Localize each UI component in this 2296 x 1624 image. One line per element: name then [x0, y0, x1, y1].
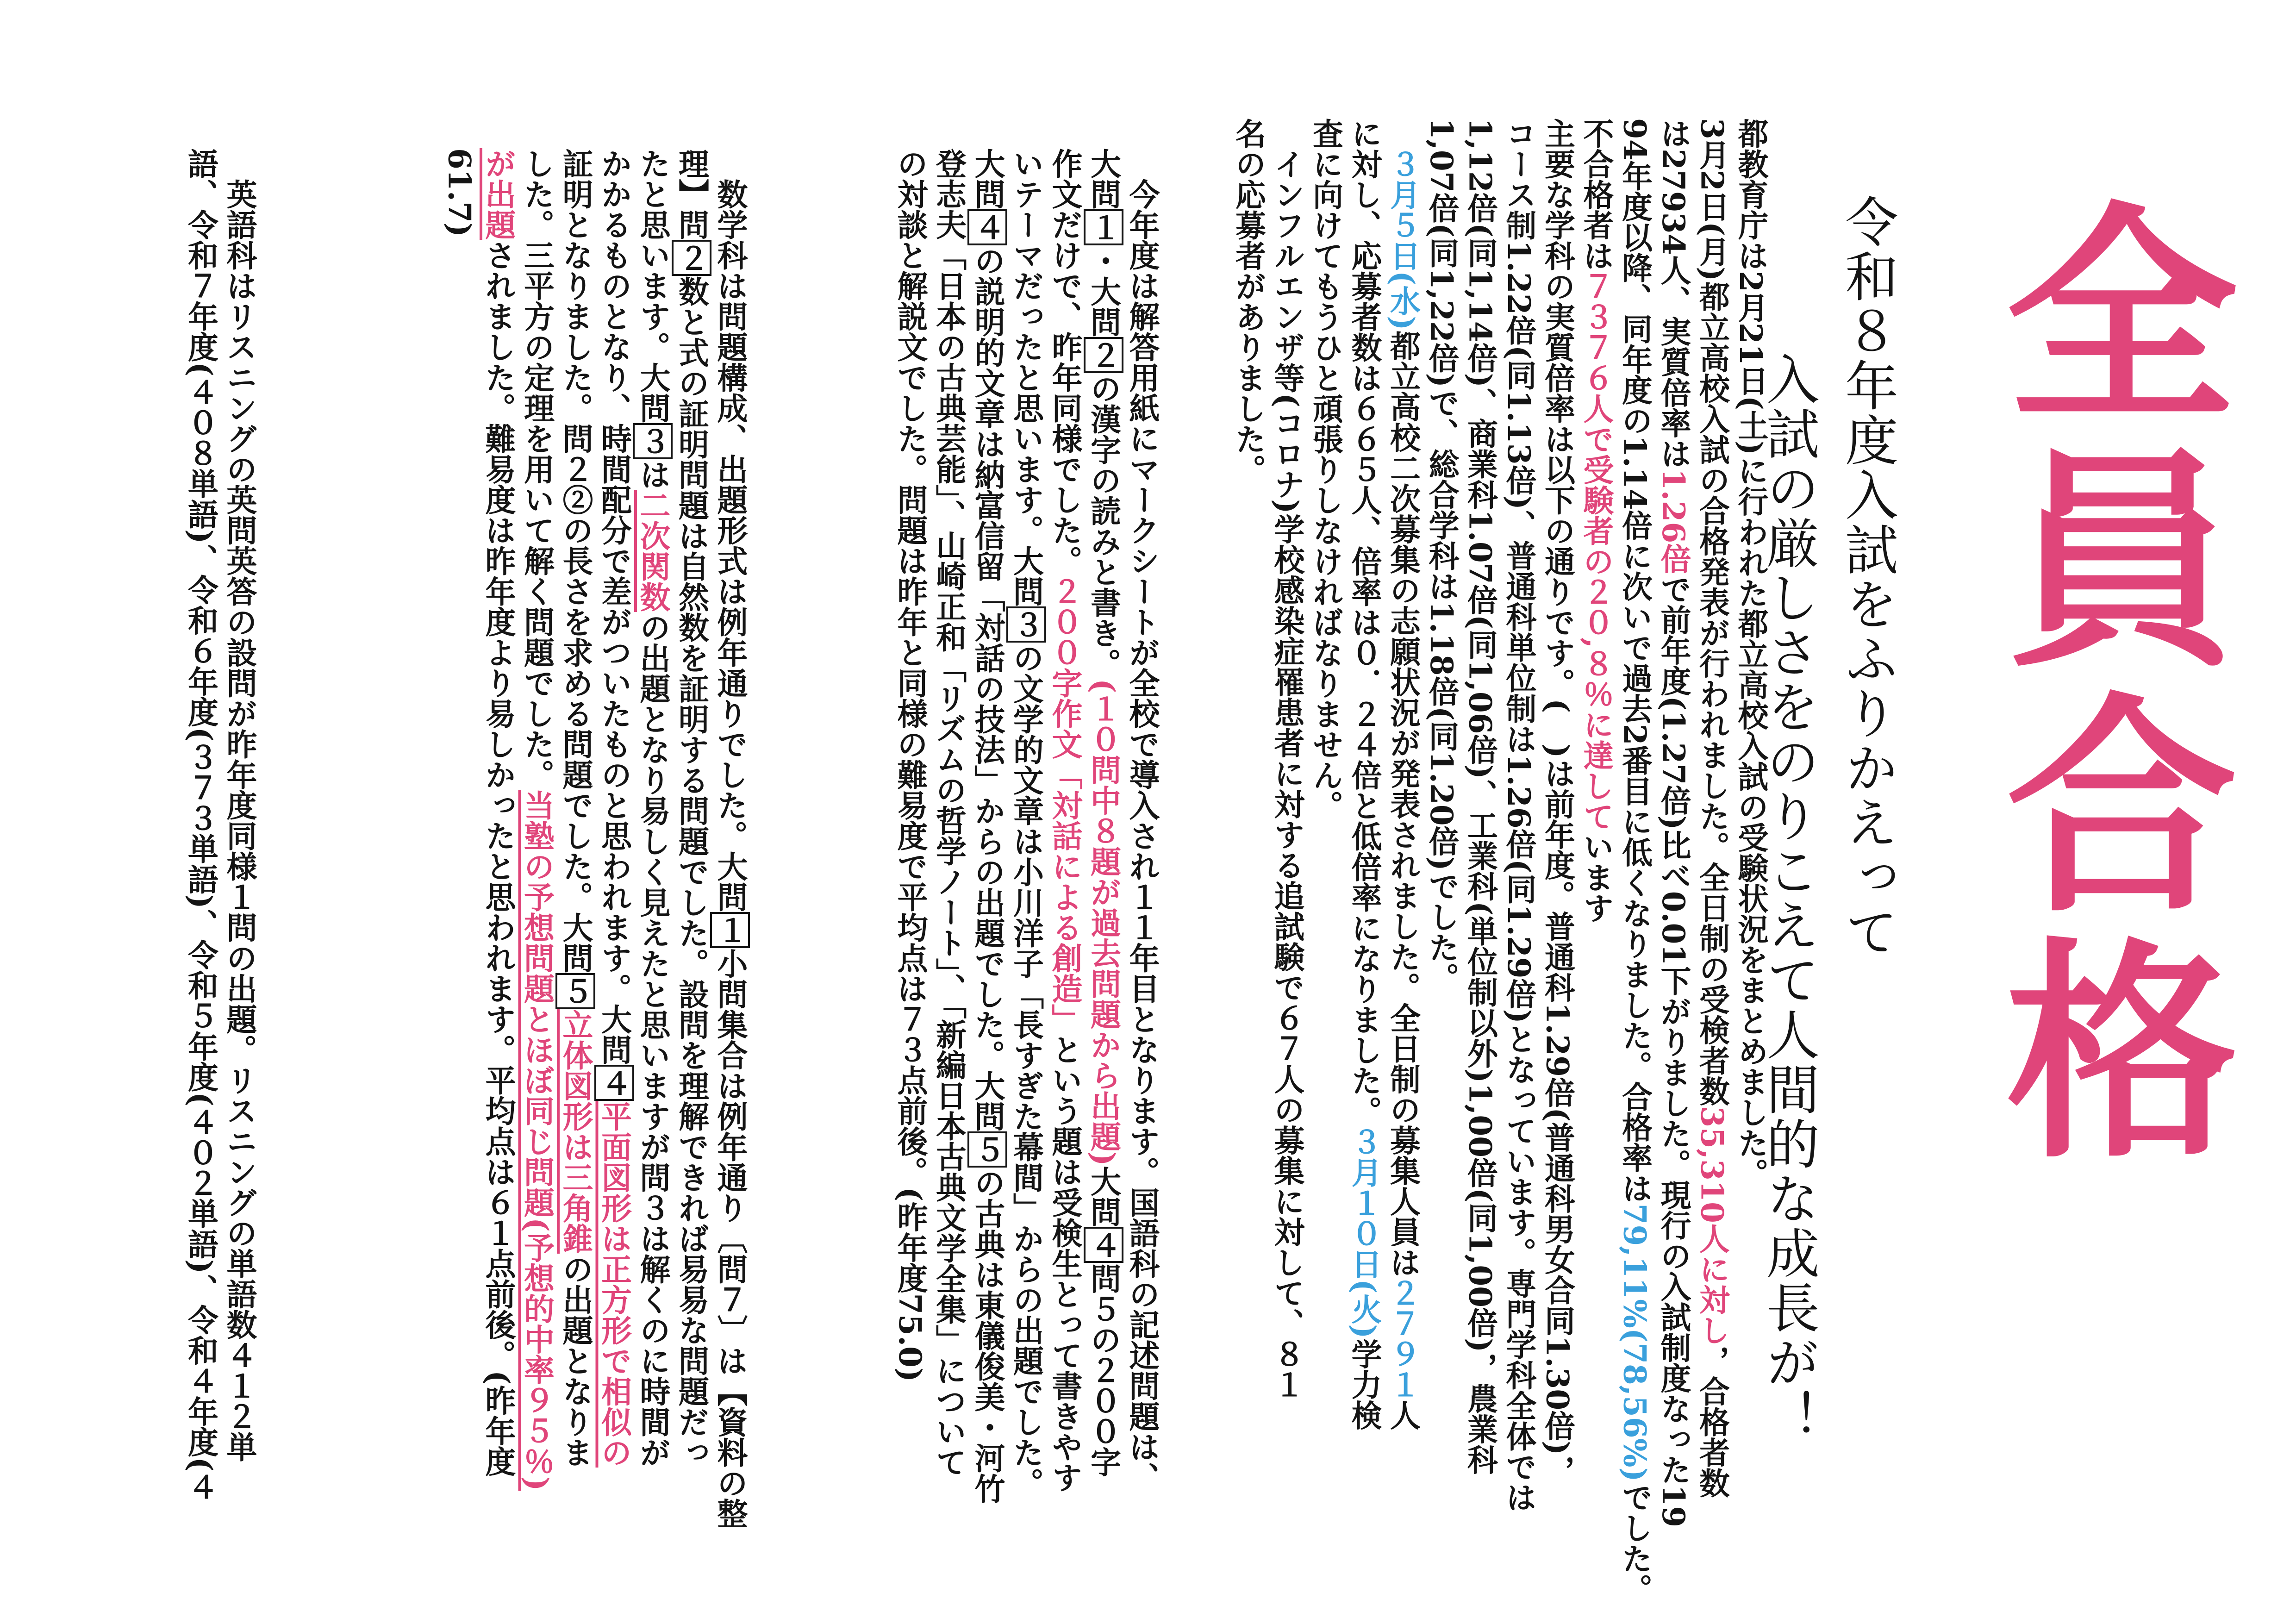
text-column	[1423, 118, 1460, 993]
text-run: に対し、応募者数は６６５人、倍率は０．２４倍と低倍率になりました。	[1346, 118, 1382, 1126]
text-run: でした。	[1616, 1481, 1653, 1604]
question-number-box: ２	[672, 240, 711, 276]
text-column	[1346, 118, 1382, 1430]
text-run: います	[1578, 831, 1614, 923]
text-run: ２００字作文「対話による創造」	[1047, 576, 1083, 1034]
text-run: たと思います。大問	[635, 148, 671, 423]
text-run: 平面図形は正方形で相似の	[596, 1101, 632, 1468]
text-run: が出題	[480, 148, 516, 240]
text-run: 語、令和７年度(４０８単語)、令和６年度(３７３単語)、令和５年度(４０２単語)、令和４年度(４	[182, 148, 219, 1502]
text-run: 数と式の証明問題は自然数を証明する問題でした。設問を理解できれば易易な問題だっ	[673, 276, 710, 1468]
text-run: 1,07倍(同1,22倍)で、総合学科は1.18倍(同1.20倍)でした。	[1423, 118, 1460, 993]
text-run: 今年度は解答用紙にマークシートが全校で導入され１１年目となります。国語科の記述問題は、	[1124, 148, 1160, 1493]
text-run: 名の応募者がありました。	[1230, 118, 1267, 485]
text-column	[1230, 118, 1267, 485]
text-column	[596, 148, 632, 1468]
text-column	[1578, 118, 1614, 923]
text-column	[930, 148, 967, 1477]
text-run: 79,11%(78,56%)	[1616, 1203, 1653, 1482]
question-number-box: １	[1084, 209, 1123, 245]
question-number-box: ４	[594, 1065, 634, 1101]
question-number-box: ２	[1084, 337, 1123, 373]
text-column	[1047, 148, 1083, 1493]
text-column	[1124, 148, 1160, 1493]
text-column	[221, 148, 257, 1462]
text-column	[441, 148, 478, 237]
text-run: は27934人、実質倍率は	[1655, 118, 1691, 469]
text-run: 3月2日(月)都立高校入試の合格発表が行われました。全日制の受検者数	[1694, 118, 1730, 1106]
text-column	[480, 148, 516, 1477]
text-run: (１０問中８題が過去問題から出題)	[1085, 679, 1122, 1166]
text-run: 1,12倍(同1,14倍)、商業科1.07倍(同1,06倍)、工業科(単位制以外)1,00倍(同1,00倍)，農業科	[1462, 118, 1498, 1475]
text-column	[1733, 118, 1769, 1189]
text-column	[1269, 118, 1305, 1400]
text-run: コース制1.22倍(同1.13倍)、普通科単位制は1.26倍(同1.29倍)となっています。専門学科全体では	[1501, 118, 1537, 1512]
text-run: 作文だけで、昨年同様でした。	[1047, 148, 1083, 576]
text-run: 数学科は問題構成、出題形式は例年通りでした。大問	[712, 148, 748, 912]
text-run: 1.26倍	[1655, 468, 1691, 574]
question-number-box: ４	[1084, 1227, 1123, 1263]
text-run: 英語科はリスニングの英問英答の設問が昨年度同様１問の出題。リスニングの単語数４１２単	[221, 148, 257, 1462]
text-run: 立体図形は三角錐	[557, 1009, 593, 1254]
text-run: 学力検	[1346, 1338, 1382, 1430]
question-number-box: ５	[555, 973, 595, 1009]
text-column	[969, 148, 1005, 1504]
headline: 全員合格	[1967, 194, 2236, 1176]
text-run: いテーマだったと思います。大問	[1008, 148, 1044, 606]
text-run: ３月５日(水)	[1385, 149, 1421, 331]
text-column	[1501, 118, 1537, 1512]
text-run: の古典は東儀俊美・河竹	[969, 1168, 1005, 1504]
text-column	[1307, 118, 1344, 821]
text-run: 理】問	[673, 148, 710, 240]
text-run: 二次関数	[635, 490, 671, 612]
text-run: 人	[1385, 1399, 1421, 1430]
text-run: 小問集合は例年通り〔問７〕は【資料の整	[712, 948, 748, 1529]
text-run: 当塾の予想問題とほぼ同じ問題(予想的中率９５％)	[518, 790, 555, 1491]
text-run: されました。難易度は昨年度より易しかったと思われます。平均点は６１点前後。(昨年度	[480, 240, 516, 1477]
text-run: かかるものとなり、時間配分で差がついたものと思われます。大問	[596, 148, 632, 1065]
question-number-box: ３	[633, 423, 673, 459]
text-run: 大問	[1085, 1166, 1122, 1227]
question-number-box: ４	[967, 209, 1007, 245]
question-number-box: １	[710, 912, 750, 948]
text-run: インフルエンザ等(コロナ)学校感染症罹患者に対する追試験で６７人の募集に対して、８１	[1269, 118, 1305, 1400]
text-run: ２７９１	[1385, 1277, 1421, 1400]
text-run: 35,310人に対し	[1694, 1106, 1730, 1345]
text-run: の漢字の読みと書き。	[1085, 373, 1122, 679]
text-run: 登志夫「日本の古典芸能」、山崎正和「リズムの哲学ノート」、「新編日本古典文学全集」について	[930, 148, 967, 1477]
text-run: 大問	[1085, 148, 1122, 209]
text-column	[1008, 148, 1044, 1498]
question-number-box: ３	[1006, 606, 1046, 643]
text-column	[1385, 118, 1421, 1430]
text-run: という題は受検生とって書きやす	[1047, 1034, 1083, 1493]
text-column	[673, 148, 710, 1468]
text-run: した。三平方の定理を用いて解く問題でした。	[518, 148, 555, 790]
text-column	[1655, 118, 1691, 1528]
question-number-box: ５	[967, 1131, 1007, 1168]
text-run: の出題となり易しく見えたと思いますが問３は解くのに時間が	[635, 612, 671, 1468]
text-run: 94年度以降、同年度の1.14倍に次いで過去2番目に低くなりました。合格率は	[1616, 118, 1653, 1204]
text-run	[1385, 118, 1421, 149]
text-column	[1539, 118, 1576, 1486]
text-column	[1085, 148, 1122, 1477]
text-column	[557, 148, 593, 1468]
text-run: 証明となりました。問２②の長さを求める問題でした。大問	[557, 148, 593, 973]
text-run: ３月１０日(火)	[1346, 1126, 1382, 1339]
subtitle-line-2: 入試の厳しさをのりこえて人間的な成長が！	[1757, 352, 1819, 1444]
text-column	[182, 148, 219, 1502]
text-run: 査に向けてもうひと頑張りしなければなりません。	[1307, 118, 1344, 821]
text-run: ，合格者数	[1694, 1345, 1730, 1498]
text-column	[518, 148, 555, 1491]
text-run: は	[635, 459, 671, 490]
text-run: ７３７６人で受験者の２０,８％に達して	[1578, 271, 1614, 831]
text-run: 不合格者は	[1578, 118, 1614, 271]
text-run: の対談と解説文でした。問題は昨年と同様の難易度で平均点は７３点前後。(昨年度75.0)	[892, 148, 928, 1382]
subtitle-line-1: 令和８年度入試をふりかえって	[1836, 194, 1898, 959]
text-column	[712, 148, 748, 1529]
text-column	[1462, 118, 1498, 1475]
text-run: 主要な学科の実質倍率は以下の通りです。( )は前年度。普通科1.29倍(普通科男女合同1.30倍)，	[1539, 118, 1576, 1486]
text-run: 問５の２００字	[1085, 1263, 1122, 1477]
text-column	[1616, 118, 1653, 1604]
text-column	[892, 148, 928, 1382]
text-run: で前年度(1.27倍)比べ0.01下がりました。現行の入試制度なった19	[1655, 574, 1691, 1528]
text-run: の文学的文章は小川洋子「長すぎた幕間」からの出題でした。	[1008, 643, 1044, 1498]
text-run: の説明的文章は納富信留「対話の技法」からの出題でした。大問	[969, 245, 1005, 1131]
text-run: 大問	[969, 148, 1005, 209]
text-run: の出題となりま	[557, 1254, 593, 1468]
text-column	[1694, 118, 1730, 1498]
text-run: 都教育庁は2月21日(土)に行われた都立高校入試の受験状況をまとめました。	[1733, 118, 1769, 1189]
text-run: 61.7)	[441, 148, 478, 237]
text-column	[635, 148, 671, 1468]
text-run: 都立高校二次募集の志願状況が発表されました。全日制の募集人員は	[1385, 330, 1421, 1278]
text-run: ・大問	[1085, 245, 1122, 337]
